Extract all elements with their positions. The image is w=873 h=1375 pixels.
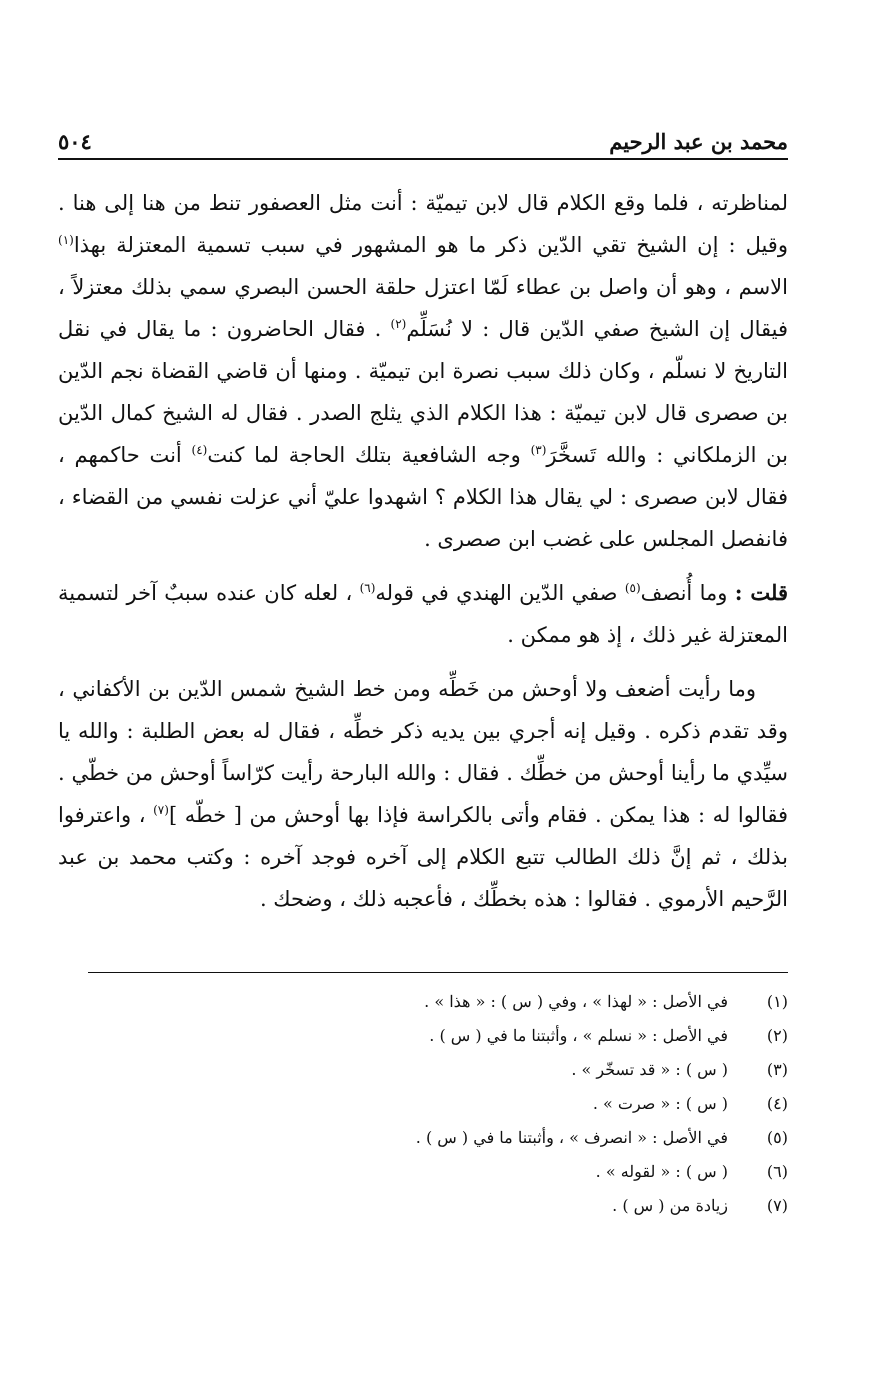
text-span: وما رأيت أضعف ولا أوحش من خَطِّه ومن خط الشيخ شمس الدّين بن الأكفاني ، وقد تقدم ذكره . وقيل إنه أجري بين يديه ذكر خطِّه ، فقال له بعض الطلبة : والله يا سيِّدي ما رأينا أوحش من خطِّك . فقال : والله البارحة رأيت كرّاساً أوحش من خطّي . فقالوا له : هذا يمكن . فقام وأتى بالكراسة فإذا بها أوحش من [ خطّه ] bbox=[58, 677, 789, 827]
paragraph-2 bbox=[58, 572, 788, 656]
footnote-number: (٢) bbox=[766, 1026, 788, 1045]
footnote-ref-4: (٤) bbox=[191, 443, 208, 457]
page-header bbox=[58, 120, 788, 160]
footnote bbox=[120, 1121, 788, 1155]
footnote-number: (٤) bbox=[766, 1094, 788, 1113]
footnote-text: ( س ) : « لقوله » . bbox=[595, 1162, 728, 1181]
text-span: . فقال الحاضرون : ما يقال في نقل التاريخ لا نسلّم ، وكان ذلك سبب نصرة ابن تيميّة . ومنها أن قاضي القضاة نجم الدّين بن صصرى قال لابن تيميّة : هذا الكلام الذي يثلج الصدر . فقال له الشيخ كمال الدّين بن الزملكاني : والله تَسخَّرَ bbox=[58, 317, 789, 467]
footnote-text: في الأصل : « انصرف » ، وأثبتنا ما في ( س ) . bbox=[415, 1128, 728, 1147]
footnote bbox=[120, 1019, 788, 1053]
footnote-text: زيادة من ( س ) . bbox=[612, 1196, 728, 1215]
footnote-ref-7: (٧) bbox=[153, 803, 169, 817]
text-span: الاسم ، وهو أن واصل بن عطاء لَمّا اعتزل حلقة الحسن البصري سمي بذلك معتزلاً ، فيقال إن الشيخ صفي الدّين قال : لا نُسَلِّم bbox=[58, 275, 788, 341]
footnote bbox=[120, 985, 788, 1019]
text-span: لمناظرته ، فلما وقع الكلام قال لابن تيميّة : أنت مثل العصفور تنط من هنا إلى هنا . وقيل : إن الشيخ تقي الدّين ذكر ما هو المشهور في سبب تسمية المعتزلة بهذا bbox=[58, 191, 788, 257]
footnote-separator bbox=[88, 972, 788, 973]
footnote-number: (٧) bbox=[766, 1196, 788, 1215]
text-span: ، واعترفوا بذلك ، ثم إنَّ ذلك الطالب تتبع الكلام إلى آخره فوجد آخره : وكتب محمد بن عبد الرَّحيم الأرموي . فقالوا : هذه بخطِّك ، فأعجبه ذلك ، وضحك . bbox=[58, 803, 788, 911]
text-span: ، لعله كان عنده سببٌ آخر لتسمية المعتزلة غير ذلك ، إذ هو ممكن . bbox=[58, 581, 788, 647]
footnote-ref-3: (٣) bbox=[530, 443, 547, 457]
main-text bbox=[58, 182, 788, 920]
footnote-number: (٥) bbox=[766, 1128, 788, 1147]
footnote bbox=[120, 1155, 788, 1189]
footnote-text: ( س ) : « صرت » . bbox=[592, 1094, 728, 1113]
footnotes bbox=[120, 985, 788, 1223]
paragraph-3 bbox=[58, 668, 788, 920]
footnote-ref-5: (٥) bbox=[624, 581, 641, 595]
text-span: وما أُنصف bbox=[640, 581, 735, 605]
text-span: أنت حاكمهم ، فقال لابن صصرى : لي يقال هذا الكلام ؟ اشهدوا عليّ أني عزلت نفسي من القضاء ، فانفصل المجلس على غضب ابن صصرى . bbox=[58, 443, 788, 551]
footnote-ref-6: (٦) bbox=[359, 581, 376, 595]
running-title: محمد بن عبد الرحيم bbox=[609, 129, 788, 154]
footnote-number: (٦) bbox=[766, 1162, 788, 1181]
footnote-text: ( س ) : « قد تسخّر » . bbox=[571, 1060, 728, 1079]
footnote-ref-2: (٢) bbox=[390, 317, 407, 331]
paragraph-1 bbox=[58, 182, 788, 560]
text-span: صفي الدّين الهندي في قوله bbox=[375, 581, 625, 605]
footnote-text: في الأصل : « نسلم » ، وأثبتنا ما في ( س ) . bbox=[429, 1026, 728, 1045]
footnote-text: في الأصل : « لهذا » ، وفي ( س ) : « هذا » . bbox=[424, 992, 728, 1011]
lead-word: قلت : bbox=[734, 580, 788, 605]
footnote bbox=[120, 1189, 788, 1223]
footnote bbox=[120, 1087, 788, 1121]
page-number: ٥٠٤ bbox=[58, 129, 92, 154]
footnote bbox=[120, 1053, 788, 1087]
footnote-ref-1: (١) bbox=[58, 233, 74, 247]
footnote-number: (١) bbox=[766, 992, 788, 1011]
text-span: وجه الشافعية بتلك الحاجة لما كنت bbox=[207, 443, 531, 467]
footnote-number: (٣) bbox=[766, 1060, 788, 1079]
